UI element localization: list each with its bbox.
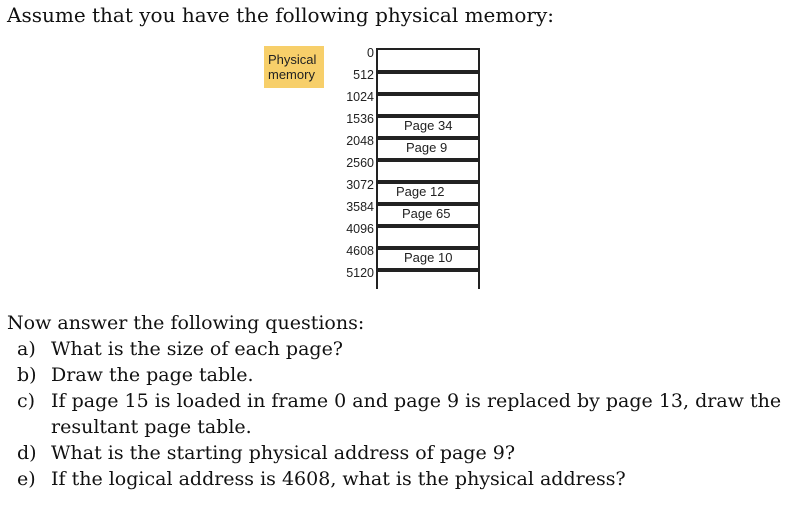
address-label: 1536 bbox=[346, 112, 374, 126]
questions-section bbox=[7, 310, 781, 492]
memory-frame: Page 9 bbox=[378, 136, 478, 162]
address-label: 3584 bbox=[346, 200, 374, 214]
question-item: a) What is the size of each page? bbox=[17, 338, 343, 360]
memory-frame: Page 65 bbox=[378, 202, 478, 228]
address-label: 0 bbox=[367, 46, 374, 60]
question-item: d) What is the starting physical address of page 9? bbox=[17, 442, 516, 464]
address-label: 1024 bbox=[346, 90, 374, 104]
question-item: b) Draw the page table. bbox=[17, 364, 254, 386]
address-label: 2048 bbox=[346, 134, 374, 148]
address-label: 512 bbox=[353, 68, 374, 82]
physical-memory-label: Physical memory bbox=[264, 46, 324, 88]
question-item-continuation: resultant page table. bbox=[51, 416, 252, 438]
question-item: e) If the logical address is 4608, what is the physical address? bbox=[17, 468, 626, 490]
question-item: c) If page 15 is loaded in frame 0 and page 9 is replaced by page 13, draw the bbox=[17, 390, 782, 412]
memory-frame: Page 34 bbox=[378, 114, 478, 140]
address-label: 5120 bbox=[346, 266, 374, 280]
address-label: 3072 bbox=[346, 178, 374, 192]
memory-table bbox=[376, 48, 480, 289]
memory-frame bbox=[378, 268, 478, 291]
heading: Assume that you have the following physical memory: bbox=[7, 3, 554, 27]
address-label: 4096 bbox=[346, 222, 374, 236]
address-label: 4608 bbox=[346, 244, 374, 258]
questions-intro: Now answer the following questions: bbox=[7, 312, 365, 334]
memory-frame: Page 12 bbox=[378, 180, 478, 206]
address-label: 2560 bbox=[346, 156, 374, 170]
memory-frame: Page 10 bbox=[378, 246, 478, 272]
